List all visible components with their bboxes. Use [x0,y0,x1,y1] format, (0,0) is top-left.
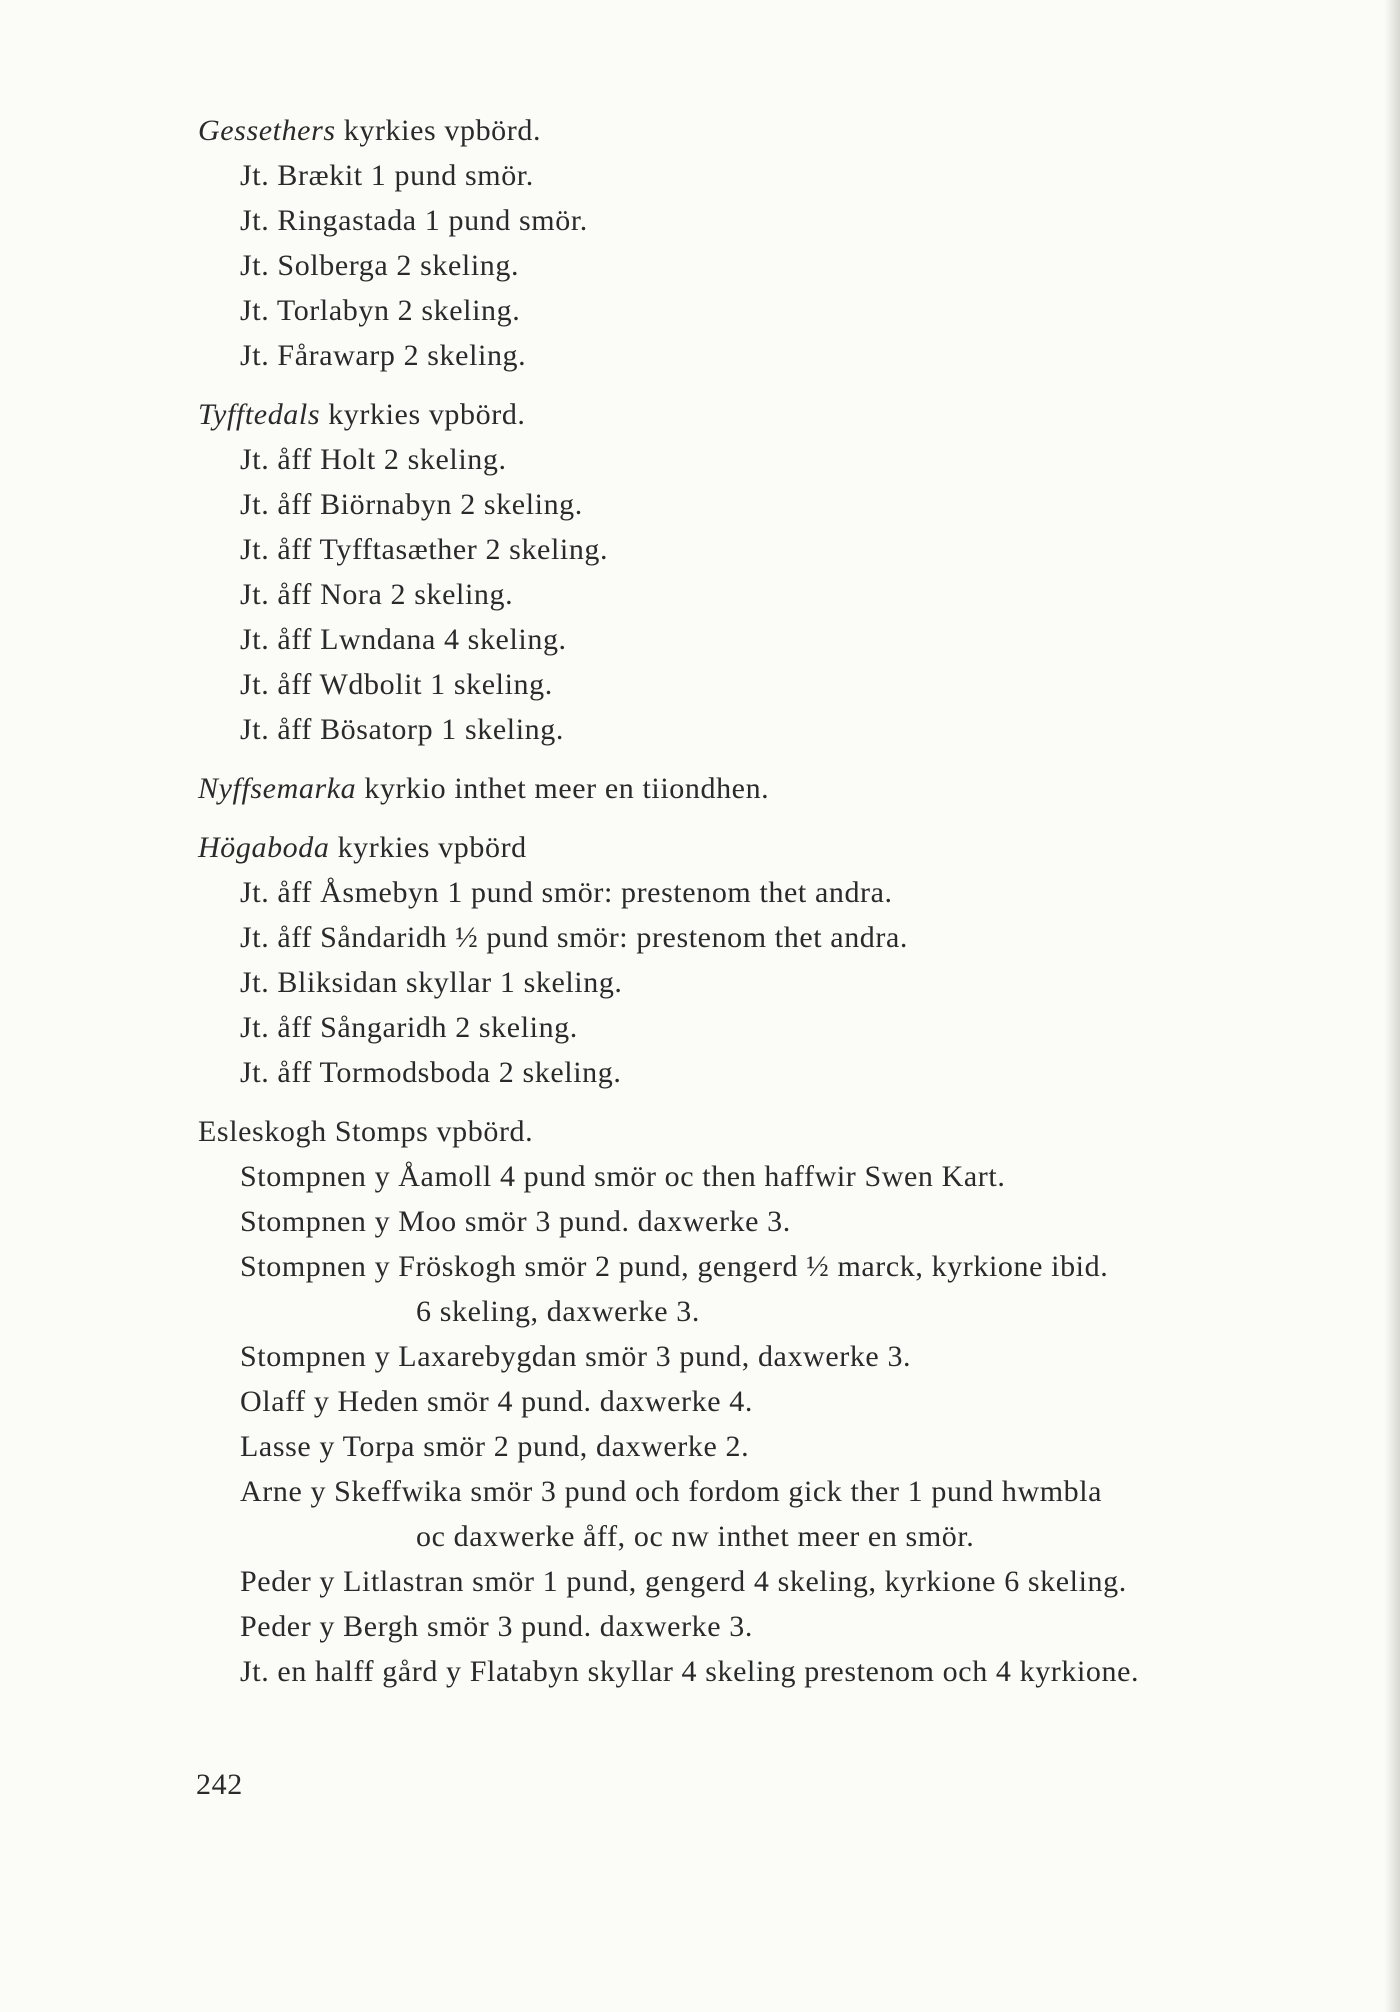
page-number: 242 [196,1768,243,1801]
list-item: Stompnen y Moo smör 3 pund. daxwerke 3. [240,1205,791,1238]
list-item: Jt. Ringastada 1 pund smör. [240,204,588,237]
list-item: Jt. åff Nora 2 skeling. [240,578,514,611]
list-item: Jt. åff Biörnabyn 2 skeling. [240,488,583,521]
list-item-continuation: oc daxwerke åff, oc nw inthet meer en smör. [416,1520,975,1553]
list-item: Jt. Fårawarp 2 skeling. [240,339,527,372]
list-item: Jt. åff Wdbolit 1 skeling. [240,668,553,701]
list-item: Jt. Brækit 1 pund smör. [240,159,534,192]
list-item: Jt. åff Lwndana 4 skeling. [240,623,567,656]
page-edge-shadow [1384,0,1400,2012]
place-name: Gessethers [198,114,336,147]
list-item: Jt. åff Sångaridh 2 skeling. [240,1011,578,1044]
section-heading-nyffsemarka [198,766,1348,811]
list-item: Peder y Litlastran smör 1 pund, gengerd 4 skeling, kyrkione 6 skeling. [240,1565,1127,1598]
place-name: Högaboda [198,831,330,864]
list-item: Stompnen y Laxarebygdan smör 3 pund, daxwerke 3. [240,1340,912,1373]
heading-text: kyrkies vpbörd. [320,398,526,431]
list-item: Stompnen y Fröskogh smör 2 pund, gengerd ½ marck, kyrkione ibid. [240,1250,1109,1283]
list-item: Arne y Skeffwika smör 3 pund och fordom gick ther 1 pund hwmbla [240,1475,1103,1508]
list-item: Jt. Bliksidan skyllar 1 skeling. [240,966,623,999]
list-item: Stompnen y Åamoll 4 pund smör oc then haffwir Swen Kart. [240,1160,1006,1193]
list-item: Jt. Torlabyn 2 skeling. [240,294,521,327]
section-heading-hogaboda [198,825,1348,870]
list-item: Jt. Solberga 2 skeling. [240,249,520,282]
list-item: Jt. åff Såndaridh ½ pund smör: prestenom thet andra. [240,921,909,954]
list-item: Jt. åff Tormodsboda 2 skeling. [240,1056,622,1089]
heading-text: kyrkio inthet meer en tiiondhen. [356,772,770,805]
heading-text: kyrkies vpbörd [329,831,527,864]
section-heading-gessethers [198,108,1348,153]
list-item-continuation: 6 skeling, daxwerke 3. [416,1295,700,1328]
list-item: Jt. åff Holt 2 skeling. [240,443,507,476]
list-item: Jt. en halff gård y Flatabyn skyllar 4 skeling prestenom och 4 kyrkione. [240,1655,1140,1688]
place-name: Nyffsemarka [198,772,357,805]
document-body [198,108,1348,1694]
list-item: Jt. åff Bösatorp 1 skeling. [240,713,564,746]
list-item: Peder y Bergh smör 3 pund. daxwerke 3. [240,1610,753,1643]
section-heading-tyfftedals [198,392,1348,437]
section-heading-esleskogh: Esleskogh Stomps vpbörd. [198,1115,534,1148]
heading-text: kyrkies vpbörd. [335,114,542,147]
list-item: Jt. åff Åsmebyn 1 pund smör: prestenom thet andra. [240,876,893,909]
list-item: Lasse y Torpa smör 2 pund, daxwerke 2. [240,1430,750,1463]
list-item: Jt. åff Tyfftasæther 2 skeling. [240,533,609,566]
list-item: Olaff y Heden smör 4 pund. daxwerke 4. [240,1385,753,1418]
place-name: Tyfftedals [198,398,321,431]
